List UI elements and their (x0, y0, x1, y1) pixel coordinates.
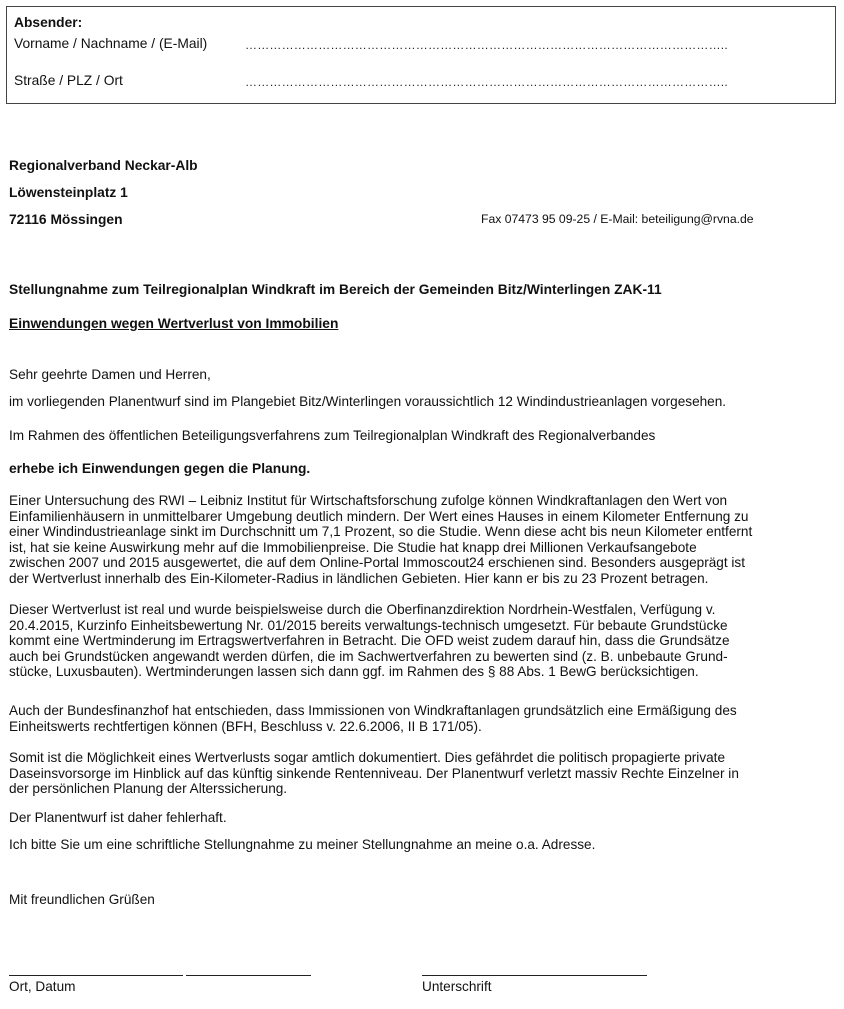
paragraph-bfh (9, 703, 831, 734)
signature-label: Unterschrift (422, 979, 492, 994)
subject-heading: Stellungnahme zum Teilregionalplan Windkraft im Bereich der Gemeinden Bitz/Winterlingen ZAK-11 (9, 282, 662, 297)
sender-address-field[interactable]: ……………………………………………………………………………………………………….. (245, 75, 728, 89)
recipient-fax-email: Fax 07473 95 09-25 / E-Mail: beteiligung@rvna.de (481, 212, 754, 226)
paragraph-line: Daseinsvorsorge im Hinblick auf das künftig sinkende Rentenniveau. Der Planentwurf verletzt massiv Rechte Einzelner in (9, 765, 739, 781)
paragraph-line: Einheitswerts rechtfertigen können (BFH, Beschluss v. 22.6.2006, II B 171/05). (9, 718, 482, 734)
sender-box (6, 6, 836, 104)
signature-line[interactable] (422, 975, 647, 976)
intro-text: im vorliegenden Planentwurf sind im Plangebiet Bitz/Winterlingen voraussichtlich 12 Windindustrieanlagen vorgesehen. (9, 394, 727, 409)
paragraph-line: kommt eine Wertminderung im Ertragswertverfahren in Betracht. Die OFD weist zudem darauf hin, dass die Grundsätze (9, 633, 730, 648)
objection-text: erhebe ich Einwendungen gegen die Planung. (9, 461, 311, 476)
closing-text: Mit freundlichen Grüßen (9, 892, 155, 907)
place-date-line-1[interactable] (9, 975, 183, 976)
request-text: Ich bitte Sie um eine schriftliche Stellungnahme zu meiner Stellungnahme an meine o.a. Adresse. (9, 837, 596, 852)
recipient-org: Regionalverband Neckar-Alb (9, 158, 198, 173)
paragraph-ofd (9, 602, 831, 680)
conclusion-text: Der Planentwurf ist daher fehlerhaft. (9, 810, 227, 825)
place-date-label: Ort, Datum (9, 979, 76, 994)
sender-name-label: Vorname / Nachname / (E-Mail) (14, 36, 208, 51)
recipient-city: 72116 Mössingen (9, 212, 123, 227)
sender-address-label: Straße / PLZ / Ort (14, 73, 123, 88)
paragraph-line: Dieser Wertverlust ist real und wurde beispielsweise durch die Oberfinanzdirektion Nordrhein-Westfalen, Verfügung v. (9, 602, 716, 617)
place-date-line-2[interactable] (186, 975, 311, 976)
paragraph-line: Somit ist die Möglichkeit eines Wertverlusts sogar amtlich dokumentiert. Dies gefährdet die politisch propagierte private (9, 750, 726, 765)
sender-name-field[interactable]: ……………………………………………………………………………………………………….. (245, 38, 728, 52)
paragraph-line: der persönlichen Planung der Alterssicherung. (9, 781, 288, 796)
paragraph-line: Einer Untersuchung des RWI – Leibniz Institut für Wirtschaftsforschung zufolge können Windkraftanlagen den Wert von (9, 493, 728, 508)
salutation: Sehr geehrte Damen und Herren, (9, 367, 211, 382)
procedure-text: Im Rahmen des öffentlichen Beteiligungsverfahrens zum Teilregionalplan Windkraft des Regionalverbandes (9, 428, 656, 443)
paragraph-pension (9, 750, 831, 797)
paragraph-line: Einfamilienhäusern in unmittelbarer Umgebung deutlich mindern. Der Wert eines Hauses in einem Kilometer Entfernung zu (9, 508, 749, 524)
paragraph-line: Auch der Bundesfinanzhof hat entschieden, dass Immissionen von Windkraftanlagen grundsätzlich eine Ermäßigung des (9, 703, 737, 718)
paragraph-line: der Wertverlust innerhalb des Ein-Kilometer-Radius in ländlichen Gebieten. Hier kann er bis zu 23 Prozent betragen. (9, 570, 709, 586)
paragraph-line: einer Windindustrieanlage sinkt im Durchschnitt um 7,1 Prozent, so die Studie. Wenn diese acht bis neun Kilometer entfernt (9, 524, 753, 539)
paragraph-line: zwischen 2007 und 2015 ausgewertet, die auf dem Online-Portal Immoscout24 erschienen sind. Besonders ausgeprägt ist (9, 555, 746, 570)
paragraph-rwi-study (9, 493, 831, 586)
subject-subheading: Einwendungen wegen Wertverlust von Immobilien (9, 316, 339, 331)
paragraph-line: ist, hat sie keine Auswirkung mehr auf die Immobilienpreise. Die Studie hat knapp drei Millionen Verkaufsangebote (9, 539, 697, 555)
recipient-street: Löwensteinplatz 1 (9, 185, 128, 200)
paragraph-line: stücke, Luxusbauten). Wertminderungen lassen sich dann ggf. im Rahmen des § 88 Abs. 1 BewG berücksichtigen. (9, 664, 699, 679)
sender-title: Absender: (14, 15, 83, 30)
paragraph-line: 20.4.2015, Kurzinfo Einheitsbewertung Nr. 01/2015 bereits verwaltungs-technisch umgesetzt. Für bebaute Grundstücke (9, 617, 728, 633)
paragraph-line: auch bei Grundstücken angewandt werden dürfen, die im Sachwertverfahren zu bewerten sind (z. B. unbebaute Grund- (9, 648, 728, 664)
